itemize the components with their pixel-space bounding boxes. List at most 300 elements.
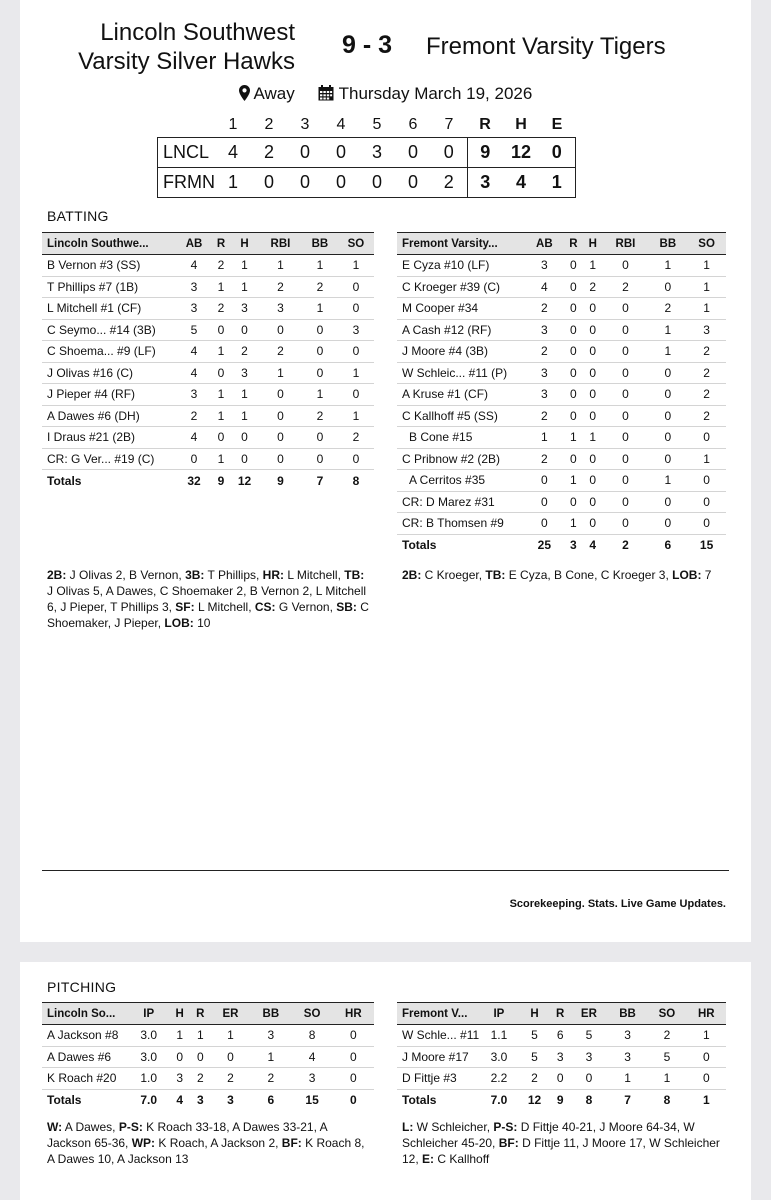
inning-runs: 0 [323,137,359,167]
stat-column-header: R [212,233,230,255]
stat-value: 3 [608,1046,647,1068]
stat-value: 0 [602,427,648,449]
player-row [397,513,726,535]
inning-runs: 0 [287,167,323,197]
stat-value: 0 [570,1068,608,1090]
stats-header-row [42,233,374,255]
player-row [397,276,726,298]
player-name: T Phillips #7 (1B) [42,276,176,298]
stat-value: 0 [602,362,648,384]
runs-total: 9 [467,137,503,167]
totals-row [42,1089,374,1111]
stat-value: 1 [687,1025,726,1047]
stat-value: 0 [525,513,564,535]
stat-value: 3 [338,319,374,341]
stat-value: 0 [564,255,583,277]
stat-value: 0 [602,513,648,535]
stat-value: 0 [302,427,338,449]
stat-value: 2 [687,405,726,427]
stat-value: 0 [259,427,302,449]
stat-value: 1 [687,255,726,277]
stat-value: 0 [602,384,648,406]
total-value: 3 [227,1093,234,1107]
stat-value: 1 [649,319,688,341]
hits-total: 12 [503,137,539,167]
stat-column-header: BB [302,233,338,255]
stat-value: 0 [176,448,212,470]
away-batting-table [397,232,726,556]
team-column-header: Lincoln Southwe... [42,233,176,255]
stat-column-header: R [190,1003,211,1025]
stat-value: 1 [649,255,688,277]
inning-header: 2 [264,115,274,133]
player-name: I Draus #21 (2B) [42,427,176,449]
totals-row [42,470,374,492]
inning-runs: 0 [287,137,323,167]
player-name: E Cyza #10 (LF) [397,255,525,277]
home-pitching-table [42,1002,374,1111]
stat-value: 0 [564,491,583,513]
total-value: 7 [316,473,324,488]
stat-value: 2 [176,405,212,427]
stat-value: 3 [230,298,259,320]
player-name: CR: G Ver... #19 (C) [42,448,176,470]
stat-value: 3.0 [479,1046,519,1068]
stat-value: 2 [302,405,338,427]
stat-value: 5 [647,1046,686,1068]
note-key: 2B: [47,568,67,582]
stat-value: 1 [259,362,302,384]
stat-value: 4 [291,1046,332,1068]
stat-value: 0 [583,298,602,320]
inning-runs: 0 [359,167,395,197]
stat-column-header: AB [525,233,564,255]
note-text: D Fittje 40-21, J Moore 64-34, W Schleicher 45-20, [402,1120,695,1150]
note-key: LOB: [164,616,194,630]
player-row [42,427,374,449]
stat-value: 0 [602,470,648,492]
stat-value: 3 [608,1025,647,1047]
stat-value: 1 [564,513,583,535]
stat-value: 0 [649,491,688,513]
stat-value: 2 [212,298,230,320]
stat-value: 4 [176,362,212,384]
stat-column-header: SO [647,1003,686,1025]
stat-value: 3 [291,1068,332,1090]
pitching-title: PITCHING [47,979,117,995]
linescore-team: LNCL [158,137,216,167]
note-key: HR: [262,568,284,582]
note-text: W Schleicher, [413,1120,494,1134]
stat-value: 2 [525,298,564,320]
player-name: K Roach #20 [42,1068,128,1090]
stat-value: 1 [583,427,602,449]
stat-value: 0 [687,513,726,535]
stat-column-header: AB [176,233,212,255]
inning-runs: 2 [251,137,287,167]
note-text: C Kroeger, [421,568,486,582]
stat-value: 0 [583,319,602,341]
total-value: 9 [217,473,225,488]
location-label: Away [253,84,295,103]
total-value: 12 [527,1093,542,1107]
player-row [397,1046,726,1068]
player-name: J Moore #4 (3B) [397,341,525,363]
stat-value: 0 [564,341,583,363]
stat-value: 1 [212,276,230,298]
stat-value: 2 [649,298,688,320]
player-name: J Olivas #16 (C) [42,362,176,384]
stat-value: 1 [608,1068,647,1090]
stat-value: 3 [259,298,302,320]
stat-value: 0 [583,491,602,513]
boxscore-card [20,0,751,942]
note-text: D Fittje 11, J Moore 17, W Schleicher 12, [402,1136,720,1166]
note-key: SF: [175,600,195,614]
away-batting-notes [402,567,724,583]
total-value: 15 [305,1093,319,1107]
stat-value: 0 [602,255,648,277]
stat-value: 3 [169,1068,190,1090]
team-column-header: Fremont Varsity... [397,233,525,255]
note-key: P-S: [118,1120,143,1134]
stat-value: 1 [649,341,688,363]
rhe-header: H [515,115,527,133]
stat-value: 3 [570,1046,608,1068]
player-name: C Kallhoff #5 (SS) [397,405,525,427]
errors-total: 0 [539,137,575,167]
player-name: L Mitchell #1 (CF) [42,298,176,320]
stat-value: 0 [649,405,688,427]
stat-value: 1 [211,1025,251,1047]
stat-column-header: ER [570,1003,608,1025]
total-value: 9 [556,1093,564,1107]
stat-value: 0 [212,427,230,449]
stat-value: 0 [564,405,583,427]
pitching-card [20,962,751,1200]
stat-value: 0 [302,448,338,470]
stat-column-header: IP [479,1003,519,1025]
stat-value: 3.0 [128,1046,169,1068]
team-column-header: Lincoln So... [42,1003,128,1025]
player-name: A Dawes #6 [42,1046,128,1068]
note-key: E: [422,1152,435,1166]
stat-value: 3 [176,276,212,298]
note-text: A Dawes, [62,1120,119,1134]
inning-runs: 0 [323,167,359,197]
note-text: G Vernon, [275,600,337,614]
totals-label: Totals [402,1093,437,1107]
stat-value: 0 [583,470,602,492]
stat-value: 1 [647,1068,686,1090]
stat-value: 5 [570,1025,608,1047]
stat-value: 5 [519,1046,551,1068]
inning-header: 6 [408,115,418,133]
home-batting-notes [47,567,369,631]
stat-value: 0 [564,384,583,406]
total-value: 15 [699,538,714,552]
stat-value: 0 [302,362,338,384]
totals-label: Totals [47,1093,82,1107]
stat-value: 1 [338,362,374,384]
player-row [397,448,726,470]
inning-header: 4 [336,115,346,133]
stat-value: 2 [687,384,726,406]
stat-value: 0 [211,1046,251,1068]
player-name: J Pieper #4 (RF) [42,384,176,406]
note-text: C Kallhoff [434,1152,490,1166]
stat-value: 3 [525,384,564,406]
player-row [42,1068,374,1090]
stat-value: 3 [250,1025,291,1047]
total-value: 4 [589,538,597,552]
player-row [397,384,726,406]
note-key: CS: [254,600,276,614]
stat-value: 1 [212,405,230,427]
away-pitching-notes [402,1119,724,1167]
stat-value: 2 [583,276,602,298]
stat-value: 0 [169,1046,190,1068]
note-key: L: [402,1120,414,1134]
total-value: 7.0 [140,1093,158,1107]
player-row [42,341,374,363]
stat-value: 0 [583,448,602,470]
inning-runs: 3 [359,137,395,167]
stat-value: 1 [564,427,583,449]
stat-value: 0 [687,427,726,449]
stat-value: 0 [583,384,602,406]
game-date: Thursday March 19, 2026 [338,84,533,103]
inning-runs: 4 [215,137,251,167]
stat-value: 0 [564,448,583,470]
player-row [397,405,726,427]
stat-value: 0 [649,448,688,470]
inning-runs: 1 [215,167,251,197]
stat-value: 0 [302,341,338,363]
total-value: 6 [267,1093,275,1107]
stat-value: 1 [338,405,374,427]
stat-value: 0 [550,1068,570,1090]
linescore-team-header [158,113,216,137]
stat-value: 0 [602,491,648,513]
stat-column-header: RBI [259,233,302,255]
stat-value: 2 [647,1025,686,1047]
stat-value: 1 [338,255,374,277]
stat-value: 6 [550,1025,570,1047]
calendar-icon [318,85,334,106]
stat-value: 0 [338,384,374,406]
player-row [397,1068,726,1090]
stat-value: 1 [687,298,726,320]
stat-value: 0 [230,319,259,341]
player-row [397,362,726,384]
stat-column-header: H [169,1003,190,1025]
stat-value: 2 [525,405,564,427]
stat-value: 1 [212,448,230,470]
player-row [42,298,374,320]
stat-value: 0 [649,384,688,406]
stat-value: 2 [687,362,726,384]
player-name: C Kroeger #39 (C) [397,276,525,298]
note-text: K Roach 8, A Dawes 10, A Jackson 13 [47,1136,365,1166]
player-name: A Dawes #6 (DH) [42,405,176,427]
note-text: K Roach, A Jackson 2, [155,1136,282,1150]
stat-value: 4 [176,427,212,449]
player-row [42,255,374,277]
note-text: T Phillips, [204,568,263,582]
home-team-name [78,18,295,76]
stat-value: 0 [259,448,302,470]
stats-header-row [397,1003,726,1025]
note-text: J Olivas 2, B Vernon, [66,568,186,582]
stat-value: 3.0 [128,1025,169,1047]
stat-value: 1 [250,1046,291,1068]
total-value: 9 [277,473,284,488]
stat-value: 0 [602,341,648,363]
player-row [42,448,374,470]
stat-value: 2 [519,1068,551,1090]
team-column-header: Fremont V... [397,1003,479,1025]
stat-value: 0 [333,1046,374,1068]
stat-value: 2 [259,341,302,363]
stat-value: 1 [190,1025,211,1047]
player-row [42,1025,374,1047]
stat-value: 0 [333,1025,374,1047]
totals-label: Totals [402,538,437,552]
stat-column-header: IP [128,1003,169,1025]
home-team-line1: Lincoln Southwest [100,19,295,46]
away-team-name: Fremont Varsity Tigers [426,33,666,60]
stat-value: 3 [525,255,564,277]
stat-value: 1 [564,470,583,492]
total-value: 6 [664,538,672,552]
player-row [397,255,726,277]
stat-value: 0 [302,319,338,341]
stat-value: 3 [687,319,726,341]
rhe-header: R [479,115,491,133]
stat-value: 0 [602,319,648,341]
inning-runs: 0 [395,137,431,167]
total-value: 0 [350,1093,357,1107]
stat-value: 1 [230,405,259,427]
player-name: B Vernon #3 (SS) [42,255,176,277]
player-name: W Schleic... #11 (P) [397,362,525,384]
stat-value: 2 [190,1068,211,1090]
stat-column-header: BB [608,1003,647,1025]
total-value: 25 [537,538,552,552]
stat-value: 1 [169,1025,190,1047]
rhe-header: E [551,115,563,133]
stat-column-header: ER [211,1003,251,1025]
total-value: 1 [702,1093,710,1107]
player-row [42,1046,374,1068]
stat-value: 0 [259,319,302,341]
inning-runs: 0 [251,167,287,197]
stat-value: 2 [602,276,648,298]
stat-value: 2.2 [479,1068,519,1090]
stat-value: 0 [338,298,374,320]
stat-value: 0 [259,384,302,406]
home-team-line2: Varsity Silver Hawks [78,48,295,75]
stat-value: 0 [583,405,602,427]
total-value: 3 [570,538,577,552]
inning-runs: 0 [431,137,467,167]
stat-value: 1 [212,384,230,406]
note-text: J Olivas 5, A Dawes, C Shoemaker 2, B Vernon 2, L Mitchell 6, J Pieper, T Phillips 3, [47,584,367,614]
player-name: CR: B Thomsen #9 [397,513,525,535]
note-text: K Roach 33-18, A Dawes 33-21, A Jackson 65-36, [47,1120,327,1150]
stat-value: 0 [564,276,583,298]
stat-column-header: HR [333,1003,374,1025]
stat-value: 4 [525,276,564,298]
player-name: A Kruse #1 (CF) [397,384,525,406]
stat-column-header: BB [250,1003,291,1025]
player-row [397,298,726,320]
stat-value: 2 [338,427,374,449]
stat-column-header: H [230,233,259,255]
stat-value: 0 [190,1046,211,1068]
stat-value: 0 [583,341,602,363]
batting-title: BATTING [47,208,109,224]
player-row [397,427,726,449]
player-name: A Cerritos #35 [397,470,525,492]
player-name: C Seymo... #14 (3B) [42,319,176,341]
stat-value: 0 [259,405,302,427]
stat-value: 3 [176,298,212,320]
stat-value: 2 [211,1068,251,1090]
linescore-header-row [158,113,576,137]
player-row [42,319,374,341]
total-value: 32 [187,473,201,488]
stat-value: 1 [687,448,726,470]
player-name: C Pribnow #2 (2B) [397,448,525,470]
note-key: BF: [498,1136,519,1150]
stats-header-row [397,233,726,255]
stat-value: 0 [602,448,648,470]
note-key: TB: [485,568,506,582]
stat-value: 8 [291,1025,332,1047]
stat-value: 1.1 [479,1025,519,1047]
stat-value: 0 [333,1068,374,1090]
stat-value: 5 [519,1025,551,1047]
note-key: SB: [336,600,357,614]
stat-value: 4 [176,341,212,363]
stat-value: 0 [564,362,583,384]
stat-value: 0 [212,319,230,341]
location-pin-icon [239,85,250,106]
tagline: Scorekeeping. Stats. Live Game Updates. [509,898,726,910]
player-name: A Jackson #8 [42,1025,128,1047]
stat-value: 0 [649,513,688,535]
stat-value: 0 [525,470,564,492]
inning-header: 3 [300,115,310,133]
player-row [42,384,374,406]
stat-value: 0 [338,341,374,363]
stat-column-header: SO [338,233,374,255]
total-value: 8 [663,1093,671,1107]
player-row [42,405,374,427]
player-row [42,276,374,298]
stat-value: 0 [338,276,374,298]
note-text: 7 [701,568,712,582]
note-text: E Cyza, B Cone, C Kroeger 3, [505,568,673,582]
player-row [397,470,726,492]
player-row [397,319,726,341]
stat-value: 0 [583,362,602,384]
game-meta [20,84,751,106]
inning-header: 1 [228,115,238,133]
stat-value: 0 [212,362,230,384]
